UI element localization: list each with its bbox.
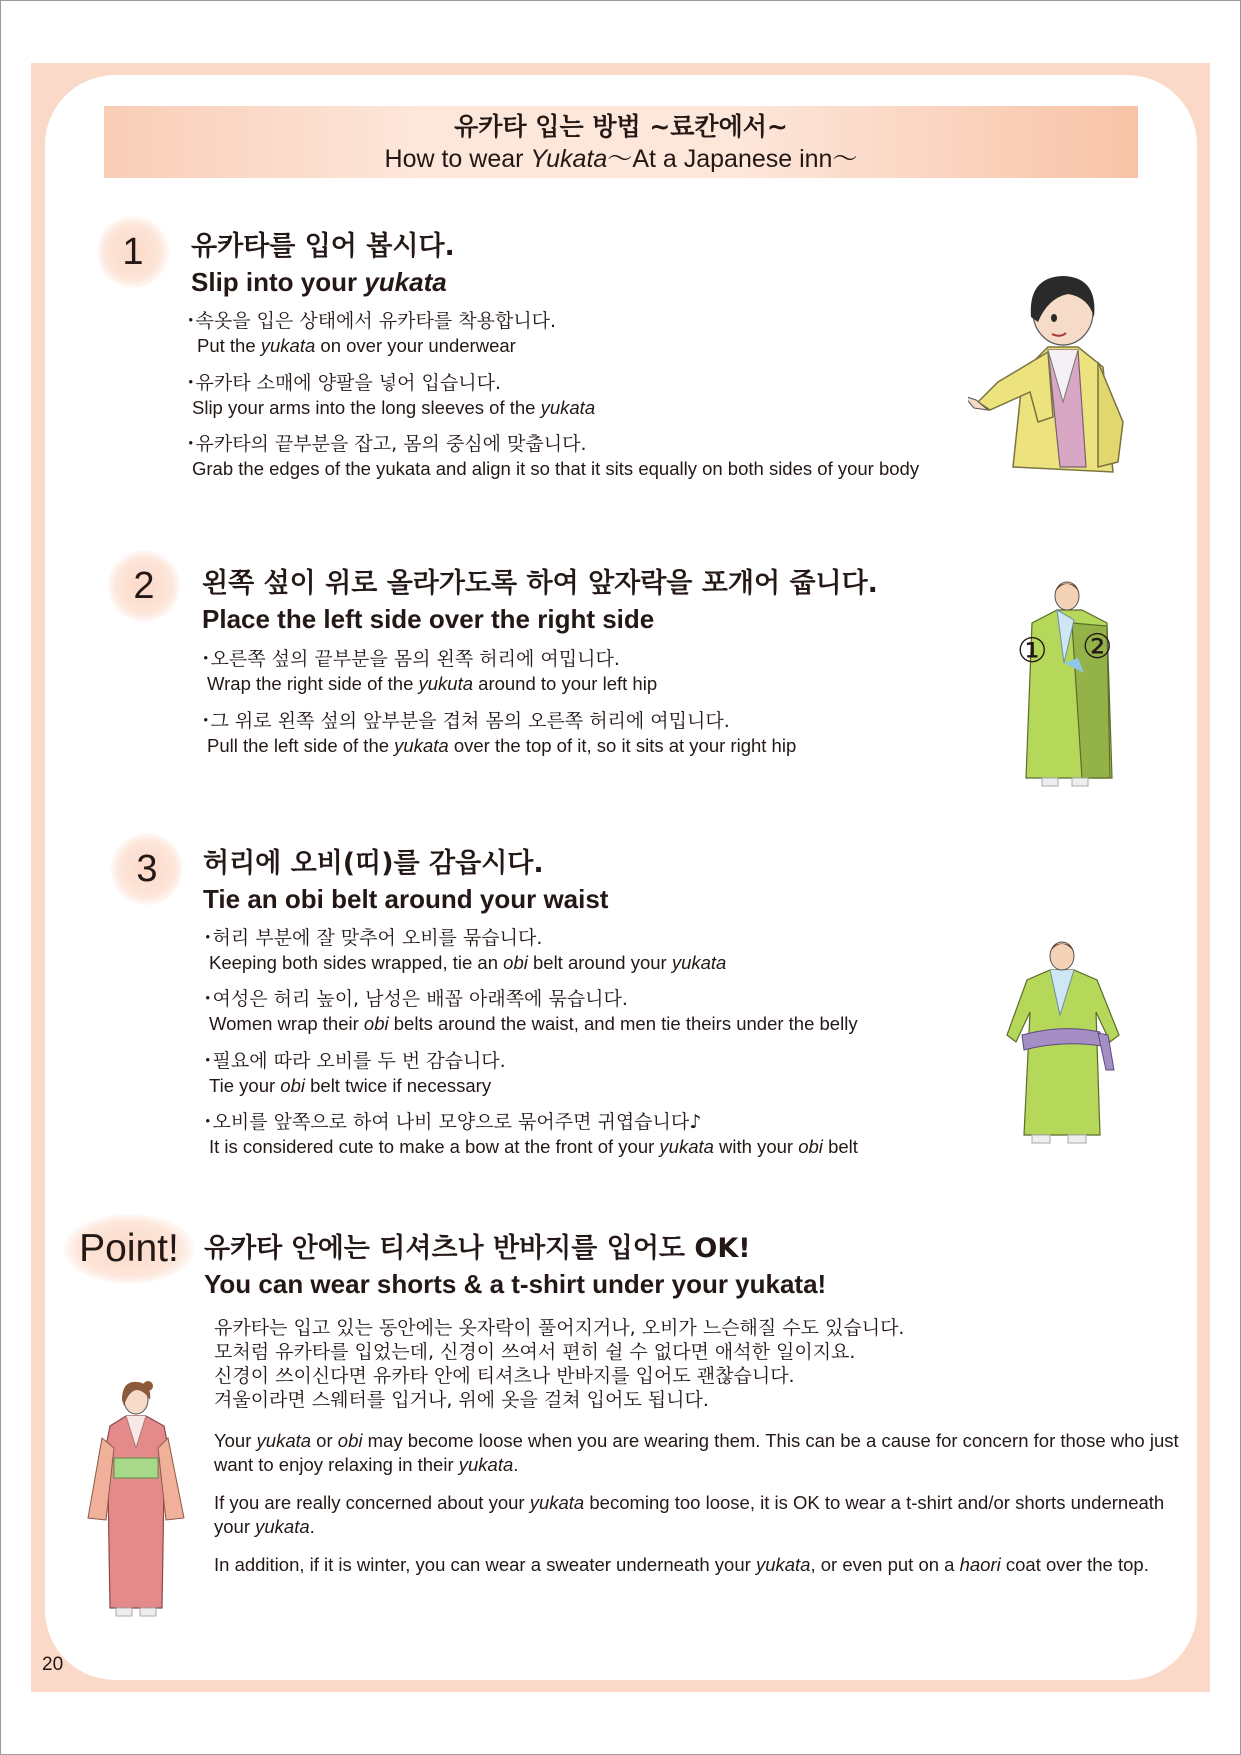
step-3-bullet-1-english: Keeping both sides wrapped, tie an obi belt around your yukata [209, 952, 727, 973]
yukata-person-illustration [968, 262, 1168, 482]
title-banner [104, 106, 1138, 178]
step-3-bullet-2-english: Women wrap their obi belts around the waist, and men tie theirs under the belly [209, 1013, 858, 1034]
step-2-bullet-1-korean: ･오른쪽 섶의 끝부분을 몸의 왼쪽 허리에 여밉니다. [201, 648, 620, 670]
point-english-paragraph-2: If you are really concerned about your yukata becoming too loose, it is OK to wear a t-shirt and/or shorts underneath your yukata. [214, 1492, 1165, 1537]
point-english-paragraph-1: Your yukata or obi may become loose when you are wearing them. This can be a cause for concern for those who just want to enjoy relaxing in their yukata. [214, 1430, 1179, 1475]
step-2-title-english: Place the left side over the right side [202, 604, 655, 634]
step-3-title-korean: 허리에 오비(띠)를 감읍시다. [203, 848, 544, 879]
step-1-bullet-1-korean: ･속옷을 입은 상태에서 유카타를 착용합니다. [186, 310, 557, 332]
title-english: How to wear Yukata〜At a Japanese inn〜 [384, 145, 858, 173]
point-korean-line-4: 겨울이라면 스웨터를 입거나, 위에 옷을 걸쳐 입어도 됩니다. [214, 1389, 709, 1411]
woman-yukata-illustration [80, 1378, 190, 1630]
step-1-bullet-1-english: Put the yukata on over your underwear [197, 335, 516, 356]
marker-2-label: ② [1082, 627, 1113, 667]
step-3-bullet-1-korean: ･허리 부분에 잘 맞추어 오비를 묶습니다. [203, 927, 543, 949]
point-korean-line-3: 신경이 쓰이신다면 유카타 안에 티셔츠나 반바지를 입어도 괜찮습니다. [214, 1365, 795, 1387]
page-number: 20 [42, 1654, 64, 1675]
step-2-bullet-2-english: Pull the left side of the yukata over the top of it, so it sits at your right hip [207, 735, 797, 756]
step-3-bullet-2-korean: ･여성은 허리 높이, 남성은 배꼽 아래쪽에 묶습니다. [203, 988, 628, 1010]
step-3-bullet-3-korean: ･필요에 따라 오비를 두 번 감습니다. [203, 1050, 506, 1072]
point-title-english: You can wear shorts & a t-shirt under your yukata! [204, 1269, 827, 1299]
step-3-bullet-4-english: It is considered cute to make a bow at the front of your yukata with your obi belt [209, 1136, 858, 1157]
point-korean-line-2: 모처럼 유카타를 입었는데, 신경이 쓰여서 편히 쉴 수 없다면 애석한 일이지요. [214, 1341, 856, 1363]
step-1-bullet-2-korean: ･유카타 소매에 양팔을 넣어 입습니다. [186, 372, 502, 394]
step-3-title-english: Tie an obi belt around your waist [203, 884, 609, 914]
title-korean: 유카타 입는 방법 ~료칸에서~ [454, 112, 788, 141]
step-2-bullet-1-english: Wrap the right side of the yukuta around to your left hip [207, 673, 658, 694]
step-2-bullet-2-korean: ･그 위로 왼쪽 섶의 앞부분을 겹쳐 몸의 오른쪽 허리에 여밉니다. [201, 710, 730, 732]
tying-obi-illustration [1002, 940, 1122, 1150]
step-2-badge: 2 [108, 550, 180, 622]
point-title-korean: 유카타 안에는 티셔츠나 반바지를 입어도 OK! [204, 1233, 751, 1264]
point-english-paragraph-3: In addition, if it is winter, you can wear a sweater underneath your yukata, or even put on a haori coat over the top. [214, 1554, 1149, 1575]
step-1-title-english: Slip into your yukata [191, 267, 447, 297]
wrapping-yukata-illustration [1012, 578, 1132, 793]
marker-1-label: ① [1017, 631, 1048, 671]
point-korean-line-1: 유카타는 입고 있는 동안에는 옷자락이 풀어지거나, 오비가 느슨해질 수도 있습니다. [214, 1317, 905, 1339]
step-3-bullet-3-english: Tie your obi belt twice if necessary [209, 1075, 492, 1096]
step-1-bullet-3-english: Grab the edges of the yukata and align it so that it sits equally on both sides of your body [192, 458, 920, 479]
point-badge: Point! [64, 1214, 194, 1284]
step-3-badge: 3 [111, 833, 183, 905]
step-2-title-korean: 왼쪽 섶이 위로 올라가도록 하여 앞자락을 포개어 줍니다. [202, 568, 878, 599]
step-3-bullet-4-korean: ･오비를 앞쪽으로 하여 나비 모양으로 묶어주면 귀엽습니다♪ [203, 1111, 702, 1133]
step-1-badge: 1 [97, 216, 169, 288]
step-1-bullet-3-korean: ･유카타의 끝부분을 잡고, 몸의 중심에 맞춥니다. [186, 433, 587, 455]
step-1-title-korean: 유카타를 입어 봅시다. [191, 231, 455, 262]
step-1-bullet-2-english: Slip your arms into the long sleeves of the yukata [192, 397, 596, 418]
